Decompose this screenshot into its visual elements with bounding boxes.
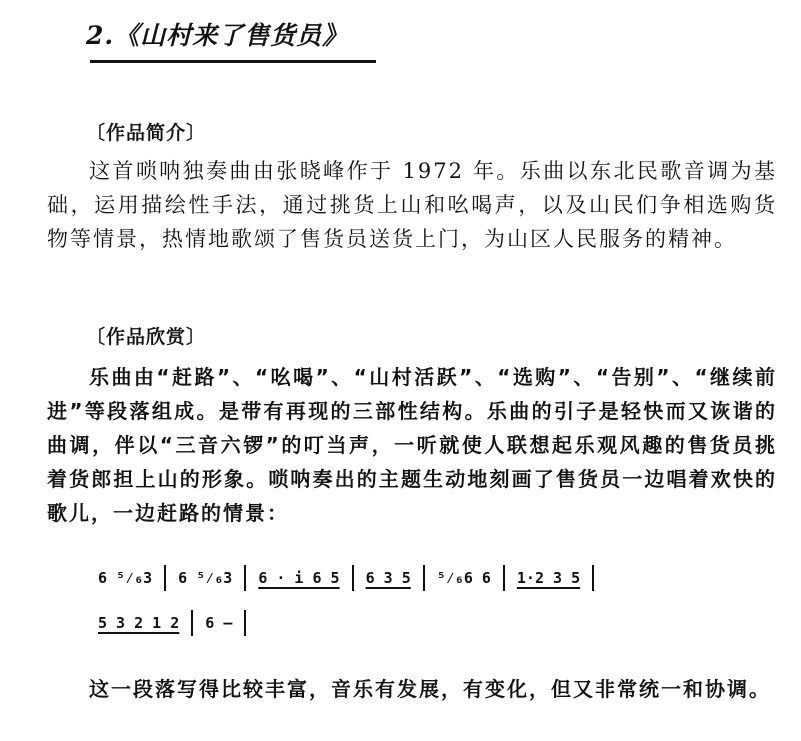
barline [244, 610, 246, 636]
notation-bar: 6 ⁵⁄₆3 [98, 568, 153, 587]
title-underline [90, 60, 376, 63]
intro-paragraph: 这首唢呐独奏曲由张晓峰作于 1972 年。乐曲以东北民歌音调为基础，运用描绘性手法，通过挑货上山和吆喝声，以及山民们争相选购货物等情景，热情地歌颂了售货员送货上门，为山区人民服务的精神。 [47, 159, 777, 251]
barline [352, 565, 354, 591]
barline [592, 565, 594, 591]
notation-bar: 5 3 2 1 2 [98, 614, 180, 632]
barline [191, 610, 193, 636]
page-title: 2.《山村来了售货员》 [86, 21, 349, 50]
notation-line-1 [88, 565, 596, 591]
section-heading-intro: 〔作品简介〕 [86, 122, 207, 144]
notation-line-2 [88, 610, 248, 636]
notation-bar: ⁵⁄₆6 6 [436, 568, 491, 587]
barline [423, 565, 425, 591]
notation-bar: 6 ⁵⁄₆3 [178, 568, 233, 587]
appreciation-paragraph: 乐曲由“赶路”、“吆喝”、“山村活跃”、“选购”、“告别”、“继续前进”等段落组成。是带有再现的三部性结构。乐曲的引子是轻快而又诙谐的曲调，伴以“三音六锣”的叮当声，一听就使人联想起乐观风趣的售货员挑着货郎担上山的形象。唢呐奏出的主题生动地刻画了售货员一边唱着欢快的歌儿，一边赶路的情景： [47, 365, 777, 525]
notation-bar: 1·2 3 5 [516, 569, 581, 587]
barline [164, 565, 166, 591]
notation-bar: 6 — [205, 614, 233, 632]
closing-paragraph: 这一段落写得比较丰富，音乐有发展，有变化，但又非常统一和协调。 [89, 677, 771, 701]
barline [244, 565, 246, 591]
notation-bar: 6 · i 6 5 [258, 569, 340, 587]
section-heading-appreciation: 〔作品欣赏〕 [86, 326, 207, 348]
notation-bar: 6 3 5 [365, 569, 411, 587]
barline [503, 565, 505, 591]
